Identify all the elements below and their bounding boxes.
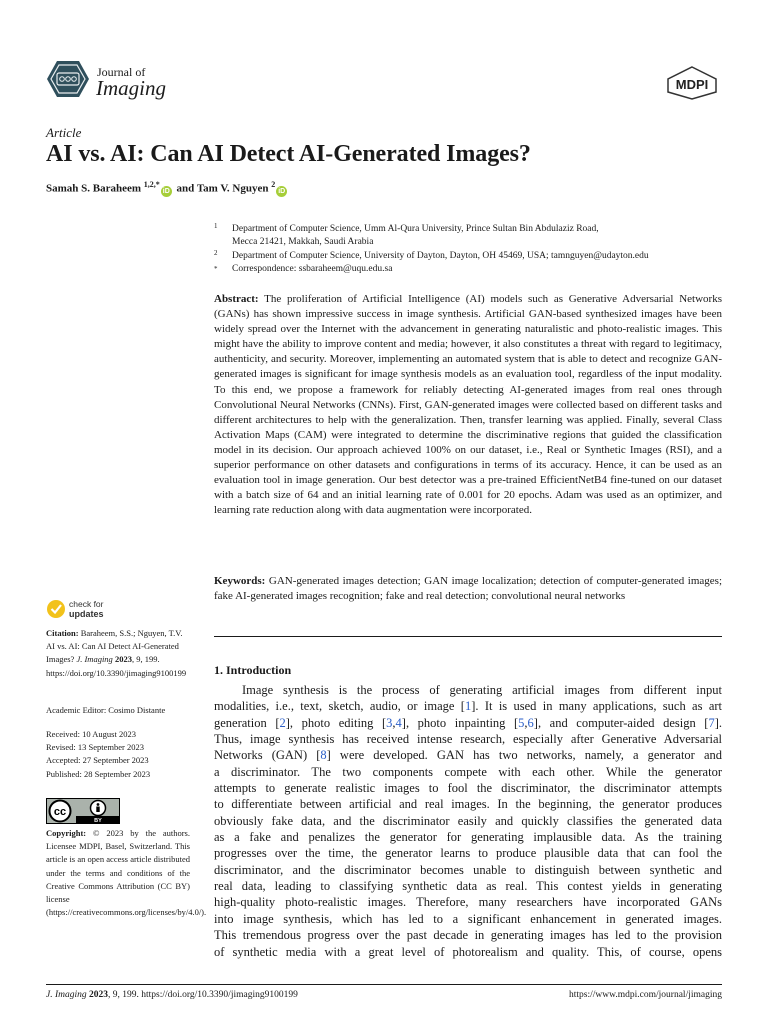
orcid-icon[interactable]: iD <box>162 187 170 195</box>
footer-year: 2023 <box>89 990 109 1000</box>
page-title: AI vs. AI: Can AI Detect AI-Generated Images? <box>46 141 531 167</box>
intro-text: ], photo inpainting [ <box>401 715 519 730</box>
footer-citation <box>46 990 298 1000</box>
footer-divider <box>46 984 722 985</box>
intro-line <box>214 764 722 780</box>
publisher-label: MDPI <box>675 77 709 92</box>
citation-year: 2023 <box>114 654 132 665</box>
citation-rest[interactable]: , 9, 199. https://doi.org/10.3390/jimaging9100199 <box>46 654 187 678</box>
author-affiliation-marks: 1,2,* <box>143 180 160 189</box>
intro-text: obviously fake data, and the discriminator easily and quickly classifies the generated data <box>214 813 722 828</box>
intro-text: discriminator, and the discriminator becomes unable to distinguish between synthetic and <box>214 862 722 877</box>
published-date: Published: 28 September 2023 <box>46 768 151 779</box>
intro-line <box>214 682 722 698</box>
intro-line <box>214 927 722 943</box>
intro-line <box>214 944 722 960</box>
author-affiliation-marks: 2 <box>271 180 276 189</box>
intro-line <box>214 862 722 878</box>
intro-text: , <box>392 715 396 730</box>
intro-text: ], photo editing [ <box>285 715 387 730</box>
intro-line <box>214 813 722 829</box>
academic-editor: Academic Editor: Cosimo Distante <box>46 705 166 715</box>
keywords <box>214 574 722 604</box>
intro-line <box>214 715 722 731</box>
check-updates-line1: check for <box>69 599 104 609</box>
reference-link[interactable]: 2 <box>279 715 286 730</box>
affiliation-number: * <box>214 265 218 273</box>
reference-link[interactable]: 3 <box>386 715 393 730</box>
journal-name: Imaging <box>96 76 166 100</box>
intro-text: attempts to generate realistic images to fool the discriminator, the discriminator attempts <box>214 781 722 796</box>
citation-label: Citation: <box>46 628 79 638</box>
reference-link[interactable]: 8 <box>320 748 327 763</box>
section-divider <box>214 636 722 637</box>
abstract-label: Abstract: <box>214 293 259 305</box>
cc-text: cc <box>53 806 67 818</box>
footer-journal-url[interactable]: https://www.mdpi.com/journal/jimaging <box>569 990 722 1000</box>
cc-by-license-icon[interactable] <box>46 798 120 824</box>
intro-text: This tremendous progress over the past decade in generating images has led to the provision <box>214 928 722 943</box>
affiliation-number: 1 <box>214 222 218 230</box>
intro-text: Image synthesis is the process of generating artificial images from different input <box>242 683 722 697</box>
intro-text: a discriminator. The two components compete with each other. While the generator <box>214 764 722 779</box>
citation-text: Baraheem, S.S.; Nguyen, T.V. AI vs. AI: Can AI Detect AI-Generated Images? <box>46 628 183 665</box>
dates-block <box>46 728 190 781</box>
affiliation-number: 2 <box>214 249 218 257</box>
intro-line <box>214 845 722 861</box>
intro-line <box>214 829 722 845</box>
intro-text: ]. <box>714 715 723 730</box>
mdpi-logo-icon <box>664 66 720 100</box>
affiliation-text: Correspondence: ssbaraheem@uqu.edu.sa <box>232 264 393 274</box>
footer-journal: J. Imaging <box>46 990 87 1000</box>
accepted-date: Accepted: 27 September 2023 <box>46 755 149 766</box>
intro-text: of synthetic media with a great level of photorealism and quality. This, of course, opens <box>214 944 722 959</box>
citation-block <box>46 627 190 680</box>
author-name[interactable]: and Tam V. Nguyen <box>176 182 269 195</box>
affiliation-text: Department of Computer Science, University of Dayton, Dayton, OH 45469, USA; tamnguyen@udayton.edu <box>232 251 649 261</box>
check-updates-line2: updates <box>69 609 104 619</box>
intro-line <box>214 796 722 812</box>
intro-text: ], and computer-aided design [ <box>533 715 709 730</box>
intro-text: into image synthesis, which has led to a significant enhancement in generated images. <box>214 911 722 926</box>
intro-text: real data, leading to classifying synthetic data as real. This contest yields in generating <box>214 879 722 894</box>
reference-link[interactable]: 7 <box>708 715 715 730</box>
intro-line <box>214 747 722 763</box>
intro-text: generation [ <box>214 715 280 730</box>
journal-logo-icon <box>46 60 90 98</box>
intro-text: as a fake and penalizes the generator for generating implausible data. As the training <box>214 830 722 845</box>
intro-text: , <box>524 715 528 730</box>
orcid-icon[interactable]: iD <box>278 187 286 195</box>
journal-of-label: Journal of <box>97 65 146 79</box>
article-type: Article <box>46 125 82 140</box>
affiliation-text: Mecca 21421, Makkah, Saudi Arabia <box>232 237 374 247</box>
intro-text: ]. It is used in many applications, such as art <box>471 699 722 714</box>
footer-doi[interactable]: , 9, 199. https://doi.org/10.3390/jimaging9100199 <box>108 990 298 1000</box>
reference-link[interactable]: 5 <box>518 715 525 730</box>
by-text: BY <box>94 818 102 824</box>
reference-link[interactable]: 4 <box>395 715 402 730</box>
intro-text: Thus, image synthesis has received intense research, especially after Generative Adversarial <box>214 732 722 747</box>
intro-body <box>214 682 722 960</box>
intro-line <box>214 894 722 910</box>
abstract-text: The proliferation of Artificial Intelligence (AI) models such as Generative Adversarial Networks (GANs) has shown impressive success in image synthesis. Artificial GAN-based synthesized images have been widely spread over the Internet with the advancement in generating naturalistic and photo-realistic images. This might have the ability to improve content and media; however, it also constitutes a threat with regard to legitimacy, authenticity, and security. Moreover, implementing an automated system that is able to detect and recognize GAN-generated images is significant for image synthesis models as an evaluation tool, regardless of the input modality. To this end, we propose a framework for reliably detecting AI-generated images from real ones through Convolutional Neural Networks (CNNs). First, GAN-generated images were collected based on different tasks and different architectures to help with the generalization. Then, transfer learning was applied. Finally, several Class Activation Maps (CAM) were integrated to determine the discriminative regions that guided the classification model in its decision. Our approach achieved 100% on our dataset, i.e., Real or Synthetic Images (RSI), and a superior performance on other datasets and configurations in terms of its accuracy. Hence, it can be used as an evaluation tool in image generation. Our best detector was a pre-trained EfficientNetB4 fine-tuned on our dataset with a batch size of 64 and an initial learning rate of 0.001 for 20 epochs. Adam was used as an optimizer, and learning rate reduction along with data augmentation were incorporated. <box>214 293 723 517</box>
keywords-text: GAN-generated images detection; GAN image localization; detection of computer-generated images; fake AI-generated images recognition; fake and real detection; convolutional neural networks <box>214 575 722 603</box>
intro-text: Networks (GAN) [ <box>214 748 321 763</box>
intro-text: high-quality photo-realistic images. Therefore, many researchers have incorporated GANs <box>214 895 722 910</box>
reference-link[interactable]: 1 <box>464 699 472 714</box>
check-for-updates-icon[interactable] <box>46 597 126 621</box>
affiliation-text: Department of Computer Science, Umm Al-Qura University, Prince Sultan Bin Abdulaziz Road, <box>232 224 599 234</box>
intro-text: ] were developed. GAN has two networks, namely, a generator and <box>326 748 722 763</box>
keywords-label: Keywords: <box>214 575 266 587</box>
intro-line <box>214 780 722 796</box>
reference-link[interactable]: 6 <box>527 715 534 730</box>
intro-line <box>214 878 722 894</box>
intro-text: progresses over the time, the generator learns to produce plausible data that can fool the <box>214 846 722 861</box>
abstract <box>214 292 722 518</box>
intro-text: to differentiate between artificial and real images. In the beginning, the generator produces <box>214 797 722 812</box>
revised-date: Revised: 13 September 2023 <box>46 742 144 753</box>
intro-text: modalities, i.e., text, sketch, audio, or image [ <box>214 699 465 714</box>
author-list <box>46 180 289 197</box>
copyright-text: © 2023 by the authors. Licensee MDPI, Basel, Switzerland. This article is an open access article distributed under the terms and conditions of the Creative Commons Attribution (CC BY) license (https://creativecommons.org/licenses/by/4.0/). <box>46 828 207 918</box>
citation-journal: J. Imaging <box>76 654 113 665</box>
received-date: Received: 10 August 2023 <box>46 729 136 739</box>
intro-line <box>214 911 722 927</box>
section-heading: 1. Introduction <box>214 663 292 677</box>
intro-line <box>214 731 722 747</box>
copyright-label: Copyright: <box>46 828 87 838</box>
copyright-block <box>46 827 207 919</box>
intro-line <box>214 698 722 714</box>
author-name[interactable]: Samah S. Baraheem <box>46 182 142 195</box>
